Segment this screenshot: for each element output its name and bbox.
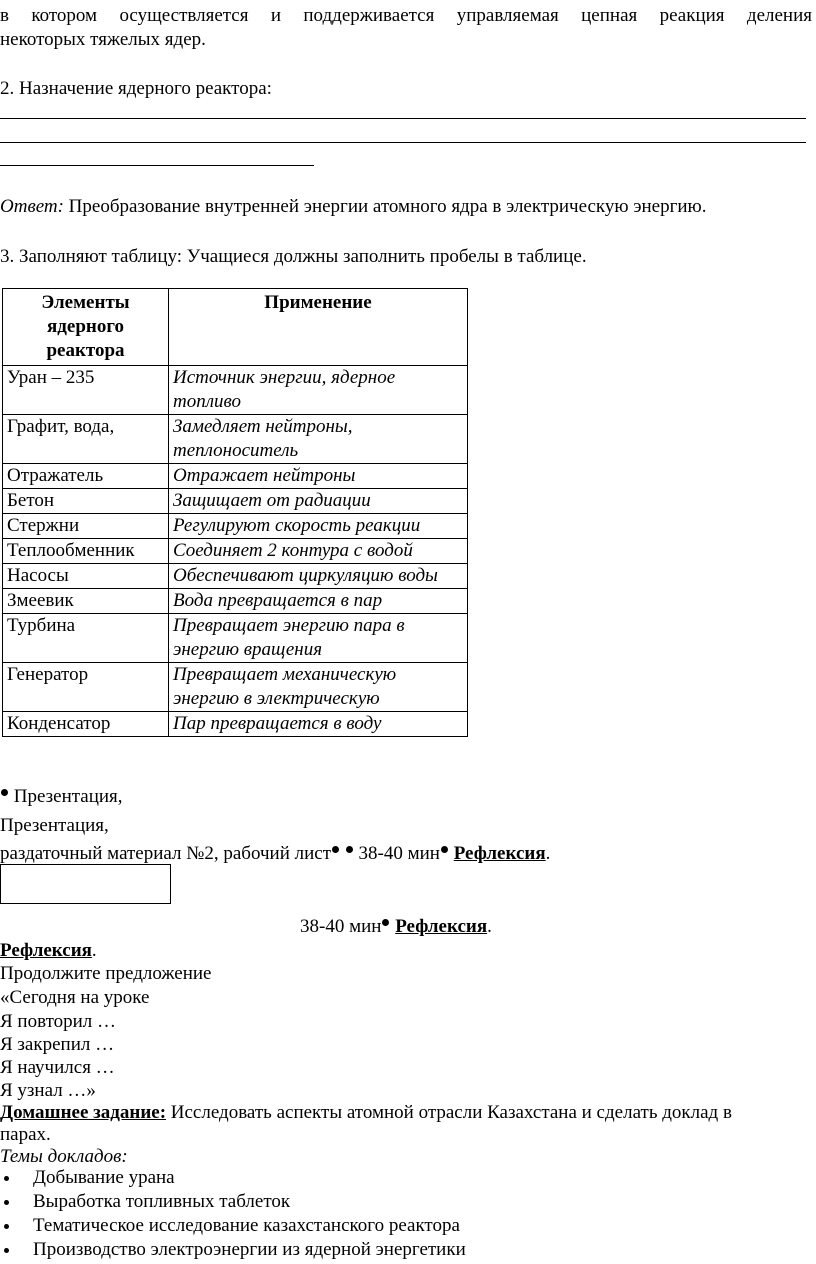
handout-line bbox=[0, 842, 550, 866]
table-row bbox=[3, 489, 468, 514]
cell-element: Турбина bbox=[3, 614, 169, 663]
cell-element: Змеевик bbox=[3, 589, 169, 614]
bullet-dot-icon bbox=[346, 846, 353, 853]
handout-text: раздаточный материал №2, рабочий лист bbox=[0, 843, 332, 864]
answer-blank-line-1 bbox=[0, 118, 806, 119]
period-text: . bbox=[487, 916, 492, 937]
reflection-centered-text: Рефлексия bbox=[395, 916, 488, 937]
cell-use: Превращает энергию пара в энергию вращения bbox=[169, 614, 468, 663]
reflection-line: Я закрепил … bbox=[0, 1034, 115, 1055]
intro-line-2: некоторых тяжелых ядер. bbox=[0, 29, 206, 50]
cell-element: Графит, вода, bbox=[3, 415, 169, 464]
answer-blank-line-2 bbox=[0, 142, 806, 143]
homework-line-2: парах. bbox=[0, 1124, 51, 1145]
cell-element: Уран – 235 bbox=[3, 366, 169, 415]
cell-element: Стержни bbox=[3, 514, 169, 539]
reactor-elements-table bbox=[2, 288, 468, 737]
period-text: . bbox=[91, 940, 97, 961]
reflection-link-text: Рефлексия bbox=[453, 843, 546, 864]
topics-list bbox=[0, 1166, 466, 1262]
table-row bbox=[3, 514, 468, 539]
table-row bbox=[3, 589, 468, 614]
answer-text: Преобразование внутренней энергии атомного ядра в электрическую энергию. bbox=[63, 196, 707, 217]
presentation-line: Презентация, bbox=[0, 815, 109, 836]
homework-label: Домашнее задание: bbox=[0, 1102, 167, 1123]
table-row bbox=[3, 663, 468, 712]
centered-time-line bbox=[300, 915, 492, 939]
table-row bbox=[3, 415, 468, 464]
cell-element: Бетон bbox=[3, 489, 169, 514]
list-item: Добывание урана bbox=[0, 1166, 466, 1190]
header-use: Применение bbox=[169, 289, 468, 366]
reflection-line: «Сегодня на уроке bbox=[0, 987, 150, 1008]
list-item: Производство электроэнергии из ядерной энергетики bbox=[0, 1238, 466, 1262]
reflection-line: Я повторил … bbox=[0, 1011, 117, 1032]
cell-use: Источник энергии, ядерное топливо bbox=[169, 366, 468, 415]
cell-use: Отражает нейтроны bbox=[169, 464, 468, 489]
cell-element: Отражатель bbox=[3, 464, 169, 489]
cell-use: Вода превращается в пар bbox=[169, 589, 468, 614]
cell-use: Соединяет 2 контура с водой bbox=[169, 539, 468, 564]
section-3-heading: 3. Заполняют таблицу: Учащиеся должны заполнить пробелы в таблице. bbox=[0, 246, 587, 267]
time-centered-text: 38-40 мин bbox=[300, 916, 382, 937]
presentation-bullet-text: Презентация, bbox=[9, 786, 123, 807]
period-text: . bbox=[545, 843, 551, 864]
cell-element: Насосы bbox=[3, 564, 169, 589]
cell-element: Генератор bbox=[3, 663, 169, 712]
reflection-line: Продолжите предложение bbox=[0, 963, 212, 984]
answer-label: Ответ: bbox=[0, 196, 64, 217]
presentation-bullet-line bbox=[0, 785, 123, 809]
bullet-dot-icon bbox=[441, 846, 448, 853]
list-item: Тематическое исследование казахстанского реактора bbox=[0, 1214, 466, 1238]
table-header-row bbox=[3, 289, 468, 366]
cell-use: Регулируют скорость реакции bbox=[169, 514, 468, 539]
cell-use: Замедляет нейтроны, теплоноситель bbox=[169, 415, 468, 464]
time-text: 38-40 мин bbox=[353, 843, 440, 864]
cell-use: Пар превращается в воду bbox=[169, 712, 468, 737]
table-row bbox=[3, 539, 468, 564]
reflection-line: Я узнал …» bbox=[0, 1080, 96, 1101]
answer-blank-line-3 bbox=[0, 165, 314, 166]
table-row bbox=[3, 712, 468, 737]
cell-use: Превращает механическую энергию в электрическую bbox=[169, 663, 468, 712]
table-row bbox=[3, 464, 468, 489]
cell-use: Защищает от радиации bbox=[169, 489, 468, 514]
bullet-dot-icon bbox=[1, 789, 8, 796]
table-row bbox=[3, 366, 468, 415]
cell-element: Теплообменник bbox=[3, 539, 169, 564]
answer-paragraph bbox=[0, 195, 707, 219]
empty-text-box bbox=[0, 864, 171, 904]
homework-line-1 bbox=[0, 1101, 816, 1125]
table-row bbox=[3, 564, 468, 589]
reflection-title-text: Рефлексия bbox=[0, 940, 92, 961]
reflection-line: Я научился … bbox=[0, 1057, 115, 1078]
cell-use: Обеспечивают циркуляцию воды bbox=[169, 564, 468, 589]
bullet-dot-icon bbox=[332, 846, 339, 853]
list-item: Выработка топливных таблеток bbox=[0, 1190, 466, 1214]
intro-line-1: в котором осуществляется и поддерживается управляемая цепная реакция деления bbox=[0, 5, 812, 26]
table-row bbox=[3, 614, 468, 663]
header-elements: Элементы ядерного реактора bbox=[3, 289, 169, 366]
bullet-dot-icon bbox=[382, 919, 389, 926]
topics-label: Темы докладов: bbox=[0, 1146, 128, 1167]
section-2-heading: 2. Назначение ядерного реактора: bbox=[0, 78, 272, 99]
reflection-title bbox=[0, 939, 97, 963]
cell-element: Конденсатор bbox=[3, 712, 169, 737]
homework-text: Исследовать аспекты атомной отрасли Казахстана и сделать доклад в bbox=[166, 1102, 732, 1123]
